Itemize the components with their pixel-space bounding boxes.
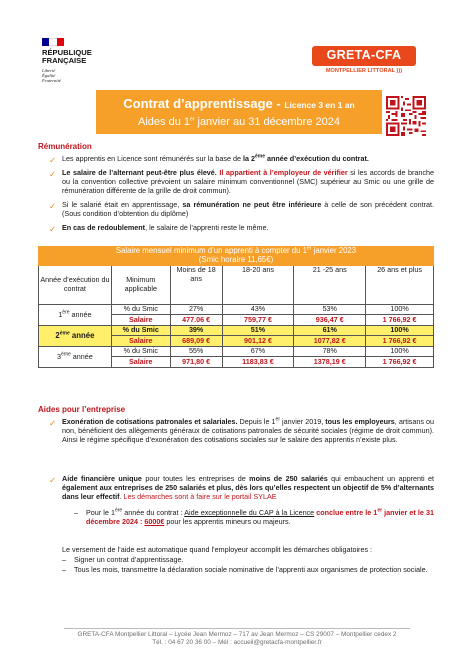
checkmark-icon: ✓ — [49, 169, 57, 179]
table-row — [39, 325, 434, 335]
salary-cell: 689,09 € — [170, 335, 222, 346]
title-banner — [96, 90, 382, 134]
salary-cell: 1 766,92 € — [366, 356, 434, 367]
salary-cell: 1 766,92 € — [366, 335, 434, 346]
checkmark-icon: ✓ — [49, 475, 57, 485]
qr-code-icon[interactable] — [386, 96, 426, 136]
salary-label: Salaire — [111, 335, 170, 346]
salary-cell: 477.06 € — [170, 314, 222, 325]
greta-logo-text: GRETA-CFA — [312, 46, 416, 66]
aides-item-aide-unique: ✓ Aide financière unique pour toutes les entreprises de moins de 250 salariés qui embauchent un apprenti et également aux entreprises de 250 salariés et plus, dès lors qu’elles respectent un objectif de 5% d’alternants dans leur effectif. Les démarches sont à faire sur le portail SYLAE — [49, 474, 434, 501]
greta-cfa-logo — [312, 46, 416, 75]
year-cell: 1ère année — [39, 304, 112, 325]
salary-cell: 1077,82 € — [294, 335, 366, 346]
remuneration-item-2: ✓ Le salaire de l’alternant peut-être plus élevé. Il appartient à l’employeur de vérifier si les accords de branche ou la convention collective prévoient un salaire minimum conventionnel (SMC) supérieur au Smic ou une grille de rémunération différente de la grille de droit commun). — [49, 168, 434, 195]
pct-cell: 61% — [294, 325, 366, 335]
salary-table — [38, 246, 434, 368]
remuneration-item-4: ✓ En cas de redoublement, le salaire de l’apprenti reste le même. — [49, 223, 269, 234]
table-caption-row — [39, 247, 434, 266]
footer-divider — [64, 628, 410, 629]
pct-cell: 78% — [294, 346, 366, 356]
aides-versement-step-2: – Tous les mois, transmettre la déclaration sociale nominative de l’apprenti aux organismes de protection sociale. — [62, 565, 428, 574]
aides-subitem-premiere-annee: – Pour le 1ère année du contrat : Aide exceptionnelle du CAP à la Licence conclue entre le 1er janvier et le 31 décembre 2024 : 6000€ pour les apprentis mineurs ou majeurs. — [74, 507, 434, 526]
aides-item-exoneration: ✓ Exonération de cotisations patronales et salariales. Depuis le 1er janvier 2019, tous les employeurs, artisans ou non, bénéficient des allègements généraux de cotisations patronales de sécurité sociales (régime de droit commun). Ainsi le régime spécifique d’exonération des cotisations sociales sur le salaire des apprentis n’existe plus. — [49, 416, 435, 444]
remuneration-heading: Rémunération — [38, 142, 92, 151]
column-header: Année d’exécution du contrat — [39, 265, 112, 304]
pct-cell: 67% — [222, 346, 294, 356]
pct-cell: 100% — [366, 325, 434, 335]
salary-cell: 971,80 € — [170, 356, 222, 367]
pct-cell: 53% — [294, 304, 366, 314]
checkmark-icon: ✓ — [49, 201, 57, 211]
pct-cell: 100% — [366, 346, 434, 356]
aides-versement-intro: Le versement de l’aide est automatique quand l’employeur accomplit les démarches obligatoires : — [62, 545, 373, 554]
pct-cell: 55% — [170, 346, 222, 356]
column-header: 21 -25 ans — [294, 265, 366, 304]
year-cell: 3ème année — [39, 346, 112, 367]
rf-name: RÉPUBLIQUE FRANÇAISE — [42, 48, 92, 65]
pct-label: % du Smic — [111, 304, 170, 314]
column-header: 18-20 ans — [222, 265, 294, 304]
checkmark-icon: ✓ — [49, 418, 57, 428]
salary-cell: 1378,19 € — [294, 356, 366, 367]
aides-versement-step-1: – Signer un contrat d’apprentissage. — [62, 555, 184, 564]
pct-cell: 51% — [222, 325, 294, 335]
pct-cell: 39% — [170, 325, 222, 335]
rf-motto: Liberté Égalité Fraternité — [42, 67, 61, 84]
footer-contact[interactable]: Tél. : 04 67 20 36 00 – Mél : accueil@gretacfa-montpellier.fr — [152, 639, 322, 647]
salary-cell: 936,47 € — [294, 314, 366, 325]
table-header-row — [39, 265, 434, 304]
french-flag-icon — [42, 38, 64, 46]
salary-cell: 759,77 € — [222, 314, 294, 325]
checkmark-icon: ✓ — [49, 155, 57, 165]
pct-label: % du Smic — [111, 346, 170, 356]
remuneration-item-1: ✓ Les apprentis en Licence sont rémunérés sur la base de la 2ème année d’exécution du contrat. — [49, 153, 369, 165]
table-row — [39, 304, 434, 314]
footer — [0, 631, 474, 648]
page-title: Contrat d’apprentissage - Licence 3 en 1 an — [123, 96, 355, 111]
salary-label: Salaire — [111, 356, 170, 367]
footer-address: GRETA-CFA Montpellier Littoral – Lycée Jean Mermoz – 717 av Jean Mermoz – CS 29007 – Montpellier cedex 2 — [77, 631, 397, 638]
checkmark-icon: ✓ — [49, 224, 57, 234]
republique-francaise-logo — [42, 38, 102, 83]
salary-cell: 901,12 € — [222, 335, 294, 346]
column-header: Moins de 18 ans — [170, 265, 222, 304]
salary-cell: 1183,83 € — [222, 356, 294, 367]
table-row — [39, 346, 434, 356]
remuneration-item-3: ✓ Si le salarié était en apprentissage, sa rémunération ne peut être inférieure à celle de son précédent contrat. (Sous condition d’obtention du diplôme) — [49, 200, 434, 218]
greta-logo-subtitle: MONTPELLIER LITTORAL ))) — [325, 68, 403, 75]
column-header: 26 ans et plus — [366, 265, 434, 304]
column-header: Minimum applicable — [111, 265, 170, 304]
salary-label: Salaire — [111, 314, 170, 325]
table-caption: Salaire mensuel minimum d’un apprenti à compter du 1er janvier 2023 (Smic horaire 11,65€) — [39, 247, 434, 266]
aides-heading: Aides pour l’entreprise — [38, 405, 126, 414]
salary-cell: 1 766,92 € — [366, 314, 434, 325]
pct-cell: 43% — [222, 304, 294, 314]
aid-period: Aides du 1er janvier au 31 décembre 2024 — [138, 115, 340, 128]
year-cell: 2ème année — [39, 325, 112, 346]
pct-label: % du Smic — [111, 325, 170, 335]
pct-cell: 100% — [366, 304, 434, 314]
pct-cell: 27% — [170, 304, 222, 314]
